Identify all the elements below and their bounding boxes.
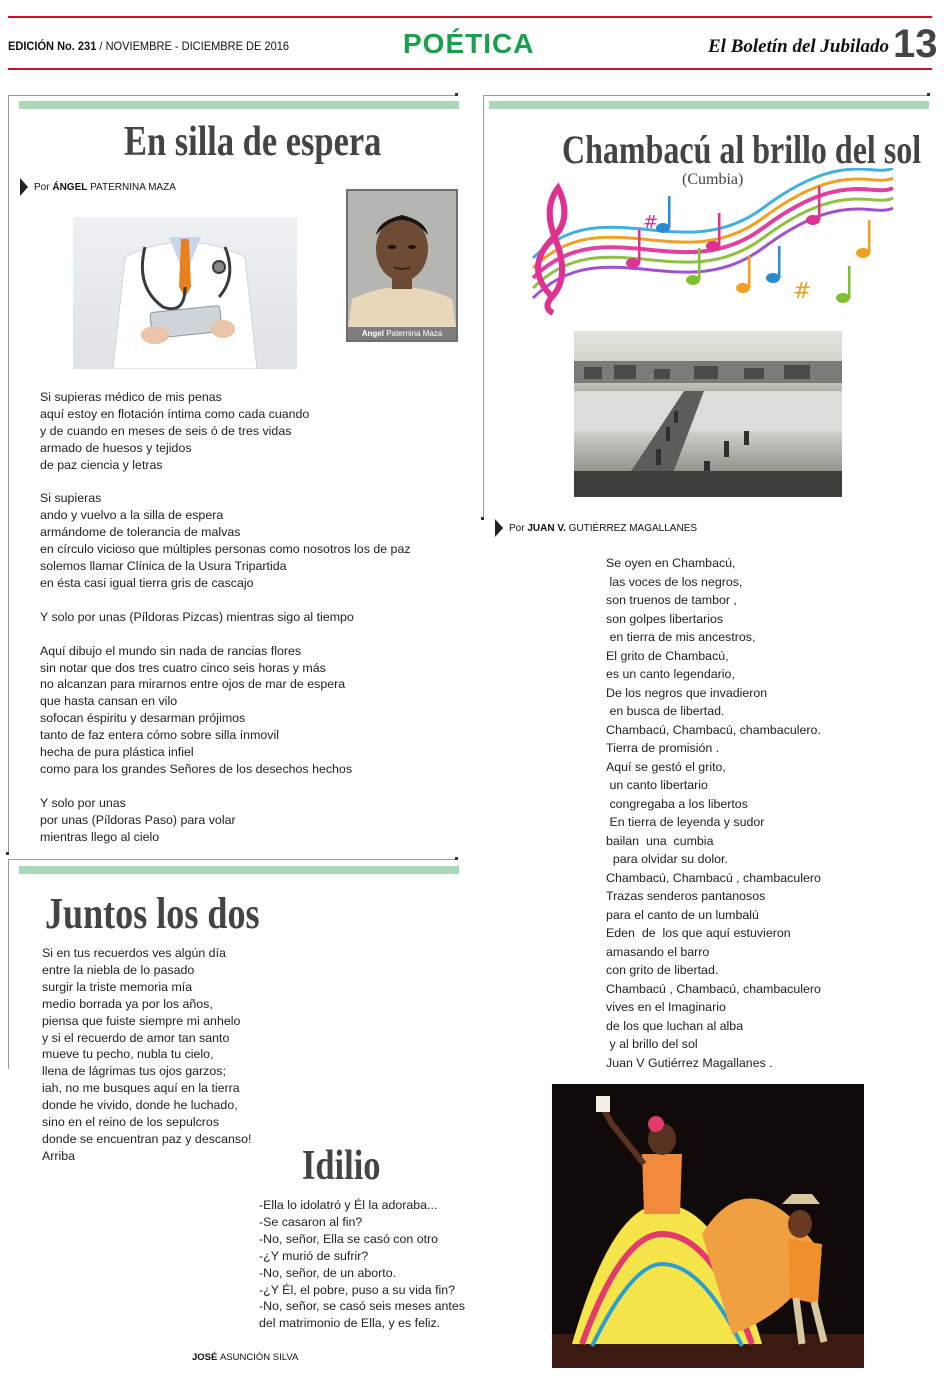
header-bottom-rule — [8, 68, 932, 70]
newspaper-name: El Boletín del Jubilado — [708, 36, 890, 57]
music-notes-illustration — [513, 168, 898, 318]
panel-border-top — [8, 859, 458, 860]
panel-border-left — [8, 859, 9, 1069]
article-title-idilio: Idilio — [302, 1143, 381, 1189]
byline-last-name: GUTIÉRREZ MAGALLANES — [568, 522, 698, 534]
byline-first-name: ÁNGEL — [52, 181, 88, 193]
doctor-illustration-icon — [73, 217, 297, 369]
byline-paternina — [20, 178, 176, 196]
portrait-icon — [348, 191, 456, 327]
byline-arrow-icon — [495, 519, 503, 537]
edition-number: EDICIÓN No. 231 — [8, 39, 97, 53]
corner-dot — [455, 93, 458, 96]
byline-last-name: ASUNCIÓN SILVA — [220, 1352, 299, 1363]
article-title-juntos: Juntos los dos — [45, 889, 260, 938]
article-title-silla: En silla de espera — [124, 119, 382, 165]
edition-dates: NOVIEMBRE - DICIEMBRE DE 2016 — [105, 39, 290, 53]
poem-chambacu: Se oyen en Chambacú, las voces de los negros, son truenos de tambor , son golpes libertarios en tierra de mis ancestros, El grito de Chambacú, es un canto legendario, De los negros que invadieron en busca de libertad. Chambacú, Chambacú, chambaculero. Tierra de promisión . Aquí se gestó el grito, un canto libertario congregaba a los libertos En tierra de leyenda y sudor bailan una cumbia para olvidar su dolor. Chambacú, Chambacú , chambaculero Trazas senderos pantanosos para el canto de un lumbalú Eden de los que aquí estuvieron amasando el barro con grito de libertad. Chambacú , Chambacú, chambaculero vives en el Imaginario de los que luchan al alba y al brillo del sol Juan V Gutiérrez Magallanes . — [606, 556, 821, 1070]
corner-dot — [481, 517, 484, 520]
caption-first-name: Angel — [361, 329, 384, 338]
article-title-chambacu: Chambacú al brillo del sol — [562, 127, 922, 172]
author-photo-caption — [348, 327, 456, 340]
corner-dot — [6, 852, 9, 855]
svg-text:#: # — [793, 279, 812, 304]
edition-separator: / — [99, 39, 103, 53]
chambacu-historic-photo — [574, 331, 842, 497]
byline-first-name: JOSÉ — [192, 1352, 218, 1363]
caption-last-name: Paternina Maza — [386, 329, 443, 338]
doctor-photo — [73, 217, 297, 369]
bridge-scene-icon — [574, 331, 842, 497]
panel-border-left — [8, 95, 9, 855]
poem-idilio: -Ella lo idolatró y Él la adoraba... -Se casaron al fin? -No, señor, Ella se casó con otro -¿Y murió de sufrir? -No, señor, de un aborto. -¿Y Él, el pobre, puso a su vida fin? -No, señor, se casó seis meses antes del matrimonio de Ella, y es feliz. — [259, 1198, 465, 1331]
section-title: POÉTICA — [403, 28, 535, 59]
divider-bar — [19, 101, 459, 109]
byline-prefix: Por — [34, 181, 50, 193]
music-staff-icon — [513, 168, 898, 318]
byline-first-name: JUAN V. — [527, 522, 566, 534]
panel-border-left — [483, 95, 484, 520]
corner-dot — [455, 857, 458, 860]
corner-dot — [927, 93, 930, 96]
byline-prefix: Por — [509, 522, 525, 534]
byline-last-name: PATERNINA MAZA — [90, 181, 176, 193]
dancers-scene-icon — [552, 1084, 864, 1368]
divider-bar — [489, 101, 929, 109]
divider-bar — [19, 866, 459, 874]
cumbia-dancers-photo — [552, 1084, 864, 1368]
page-number: 13 — [893, 22, 938, 66]
byline-asuncion-silva — [192, 1352, 298, 1363]
header-top-rule — [8, 16, 932, 18]
byline-arrow-icon — [20, 178, 28, 196]
panel-border-top — [8, 95, 458, 96]
svg-text:#: # — [643, 212, 659, 233]
poem-juntos-los-dos: Si en tus recuerdos ves algún día entre la niebla de lo pasado surgir la triste memoria mía medio borrada ya por los años, piensa que fuiste siempre mi anhelo y si el recuerdo de amor tan santo mueve tu pecho, nubla tu cielo, llena de lágrimas tus ojos garzos; iah, no me busques aquí en la tierra donde he vivido, donde he luchado, sino en el reino de los sepulcros donde se encuentran paz y descanso! Arriba — [42, 946, 252, 1163]
panel-border-top — [483, 95, 930, 96]
edition-info — [8, 39, 289, 53]
poem-silla-de-espera: Si supieras médico de mis penas aquí estoy en flotación íntima como cada cuando y de cuando en meses de seis ó de tres vidas armado de huesos y tejidos de paz ciencia y letras Si supieras ando y vuelvo a la silla de espera armándome de tolerancia de malvas en círculo vicioso que múltiples personas como nosotros los de paz solemos llamar Clínica de la Usura Tripartida en ésta casi igual tierra gris de cascajo Y solo por unas (Píldoras Pizcas) mientras sigo al tiempo Aquí dibujo el mundo sin nada de rancias flores sin notar que dos tres cuatro cinco seis horas y más no alcanzan para mirarnos entre ojos de mar de espera que hasta cansan en vilo sofocan éspiritu y desarman prójimos tanto de faz entera cómo sobre silla ínmovil hecha de pura plástica infiel como para los grandes Señores de los desechos hechos Y solo por unas por unas (Píldoras Paso) para volar mientras llego al cielo — [40, 390, 411, 844]
article-subtitle-cumbia: (Cumbia) — [682, 171, 744, 188]
author-photo-paternina — [346, 189, 458, 342]
byline-gutierrez — [495, 519, 697, 537]
